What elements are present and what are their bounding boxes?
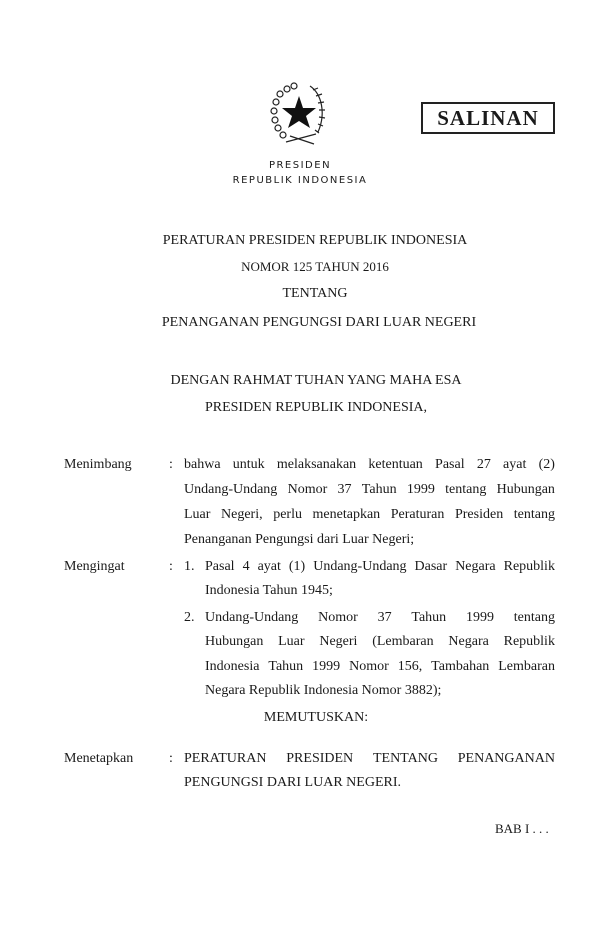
menimbang-line: Penanganan Pengungsi dari Luar Negeri; [184, 532, 415, 547]
mengingat-item-line: Indonesia Tahun 1945; [205, 583, 333, 598]
word: 156, [397, 659, 423, 674]
word: PRESIDEN [286, 751, 354, 766]
presiden-line: PRESIDEN REPUBLIK INDONESIA, [204, 400, 428, 415]
word: Republik [503, 634, 555, 649]
word: 37 [337, 482, 352, 497]
word: Tahun [411, 610, 447, 625]
menimbang-line [184, 506, 555, 524]
word: Lembaran [498, 659, 555, 674]
word: Republik [503, 559, 555, 574]
word: Negeri [319, 634, 358, 649]
word: ketentuan [368, 457, 423, 472]
word: Undang-Undang [313, 559, 407, 574]
menetapkan-line: PENGUNGSI DARI LUAR NEGERI. [184, 775, 401, 790]
menetapkan-colon: : [169, 751, 173, 766]
word: Luar [278, 634, 305, 649]
word: Negeri, [221, 507, 263, 522]
mengingat-item-number: 2. [184, 610, 195, 625]
word: TENTANG [372, 751, 438, 766]
word: 4 [242, 559, 250, 574]
word: menetapkan [312, 507, 381, 522]
word: Presiden [454, 507, 504, 522]
emblem-caption-presiden: PRESIDEN [268, 160, 332, 171]
salinan-stamp: SALINAN [421, 102, 555, 134]
word: 1999 [312, 659, 341, 674]
mengingat-label: Mengingat [64, 559, 125, 574]
regulation-number: NOMOR 125 TAHUN 2016 [241, 259, 389, 274]
word: Tahun [361, 482, 397, 497]
word: Pasal [435, 457, 465, 472]
word: PENANGANAN [457, 751, 555, 766]
word: ayat [257, 559, 281, 574]
word: 37 [377, 610, 392, 625]
word: Hubungan [496, 482, 555, 497]
menimbang-line [184, 481, 555, 499]
mengingat-item-line [205, 609, 555, 627]
word: Nomor [287, 482, 328, 497]
word: 27 [476, 457, 491, 472]
word: ayat [503, 457, 527, 472]
word: Tambahan [431, 659, 490, 674]
word: 1999 [465, 610, 494, 625]
tentang-heading: TENTANG [282, 286, 348, 301]
word: Pasal [205, 559, 235, 574]
word: tentang [445, 482, 487, 497]
word: Indonesia [205, 659, 260, 674]
word: Negara [455, 559, 496, 574]
regulation-subject: PENANGANAN PENGUNGSI DARI LUAR NEGERI [161, 315, 477, 330]
memutuskan-heading: MEMUTUSKAN: [263, 710, 369, 725]
mengingat-item-line [205, 658, 555, 676]
word: 1999 [406, 482, 435, 497]
word: melaksanakan [276, 457, 357, 472]
word: perlu [273, 507, 302, 522]
mengingat-colon: : [169, 559, 173, 574]
menetapkan-line [184, 750, 555, 768]
regulation-title: PERATURAN PRESIDEN REPUBLIK INDONESIA [162, 233, 468, 248]
word: PERATURAN [184, 751, 267, 766]
word: untuk [232, 457, 265, 472]
garuda-emblem [268, 80, 330, 152]
word: Undang-Undang [205, 610, 299, 625]
word: Negara [448, 634, 489, 649]
word: tentang [513, 507, 555, 522]
menimbang-colon: : [169, 457, 173, 472]
word: Hubungan [205, 634, 264, 649]
word: tentang [513, 610, 555, 625]
mengingat-item-line: Negara Republik Indonesia Nomor 3882); [205, 683, 442, 698]
word: Dasar [414, 559, 448, 574]
word: bahwa [184, 457, 221, 472]
mengingat-item-number: 1. [184, 559, 195, 574]
word: (1) [288, 559, 306, 574]
mengingat-item-line [205, 558, 555, 576]
next-page-marker: BAB I . . . [495, 821, 549, 836]
word: Nomor [349, 659, 389, 674]
menimbang-line [184, 456, 555, 474]
word: Nomor [318, 610, 358, 625]
emblem-caption-republik: REPUBLIK INDONESIA [232, 175, 368, 186]
rahmat-line: DENGAN RAHMAT TUHAN YANG MAHA ESA [170, 373, 462, 388]
mengingat-item-line [205, 633, 555, 651]
menetapkan-label: Menetapkan [64, 751, 134, 766]
word: (Lembaran [372, 634, 434, 649]
word: Undang-Undang [184, 482, 278, 497]
word: (2) [538, 457, 555, 472]
word: Peraturan [390, 507, 445, 522]
word: Tahun [268, 659, 304, 674]
word: Luar [184, 507, 211, 522]
menimbang-label: Menimbang [64, 457, 132, 472]
